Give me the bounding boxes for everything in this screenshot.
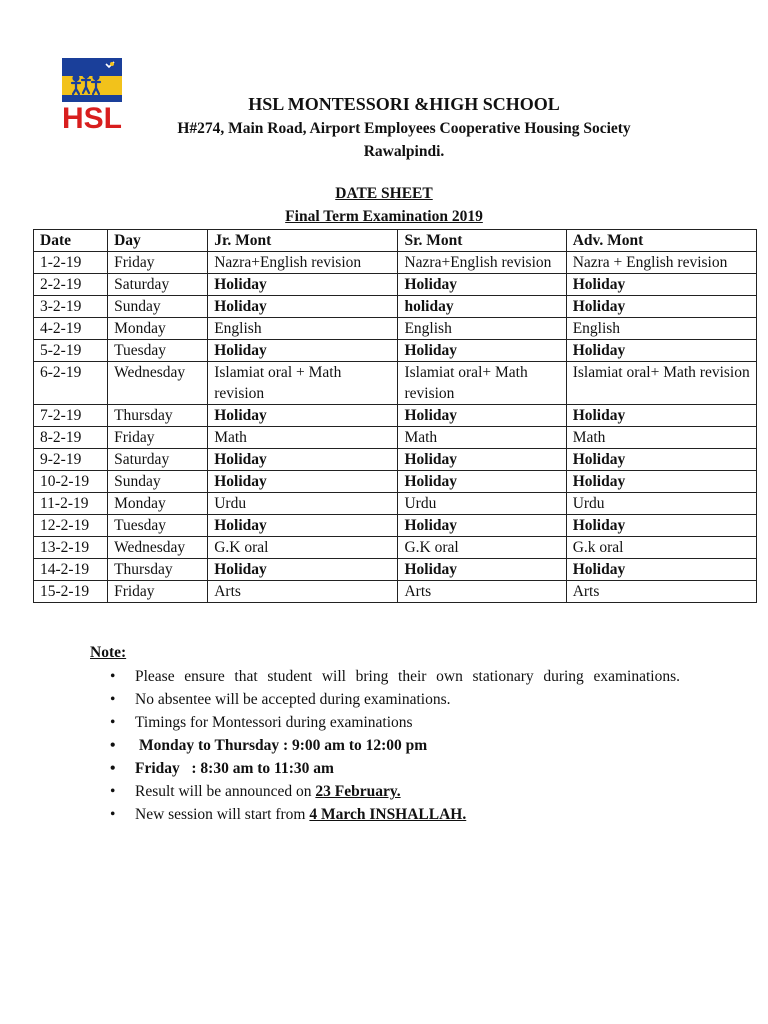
date-cell: 11-2-19 bbox=[34, 493, 108, 515]
adv-mont-cell: Urdu bbox=[566, 493, 756, 515]
note-text: Result will be announced on bbox=[135, 783, 316, 800]
day-cell: Thursday bbox=[108, 405, 208, 427]
adv-mont-cell: Holiday bbox=[566, 405, 756, 427]
adv-mont-cell: Holiday bbox=[566, 274, 756, 296]
sr-mont-cell: Holiday bbox=[398, 274, 566, 296]
logo-text: HSL bbox=[62, 102, 122, 135]
adv-mont-cell: Nazra + English revision bbox=[566, 252, 756, 274]
table-row bbox=[34, 427, 757, 449]
sr-mont-cell: English bbox=[398, 318, 566, 340]
table-row bbox=[34, 318, 757, 340]
column-header-date: Date bbox=[34, 230, 108, 252]
table-row bbox=[34, 274, 757, 296]
note-item: • Please ensure that student will bring their own stationary during examinations. bbox=[90, 666, 680, 688]
document-title: DATE SHEET bbox=[335, 185, 433, 202]
jr-mont-cell: Holiday bbox=[208, 515, 398, 537]
note-text: New session will start from bbox=[135, 806, 310, 823]
table-row bbox=[34, 405, 757, 427]
day-cell: Wednesday bbox=[108, 537, 208, 559]
jr-mont-cell: Math bbox=[208, 427, 398, 449]
notes-list bbox=[90, 666, 680, 827]
jr-mont-cell: G.K oral bbox=[208, 537, 398, 559]
day-cell: Thursday bbox=[108, 559, 208, 581]
sr-mont-cell: Urdu bbox=[398, 493, 566, 515]
table-row bbox=[34, 296, 757, 318]
note-item bbox=[90, 804, 680, 826]
sr-mont-cell: Holiday bbox=[398, 559, 566, 581]
table-row bbox=[34, 515, 757, 537]
column-header-jr-mont: Jr. Mont bbox=[208, 230, 398, 252]
date-cell: 12-2-19 bbox=[34, 515, 108, 537]
date-cell: 10-2-19 bbox=[34, 471, 108, 493]
note-item: • No absentee will be accepted during examinations. bbox=[90, 689, 680, 711]
table-row bbox=[34, 362, 757, 405]
jr-mont-cell: Holiday bbox=[208, 340, 398, 362]
day-cell: Saturday bbox=[108, 274, 208, 296]
column-header-adv-mont: Adv. Mont bbox=[566, 230, 756, 252]
table-row bbox=[34, 471, 757, 493]
day-cell: Sunday bbox=[108, 296, 208, 318]
day-cell: Wednesday bbox=[108, 362, 208, 405]
sr-mont-cell: Holiday bbox=[398, 449, 566, 471]
day-cell: Monday bbox=[108, 318, 208, 340]
day-cell: Monday bbox=[108, 493, 208, 515]
day-cell: Saturday bbox=[108, 449, 208, 471]
jr-mont-cell: Holiday bbox=[208, 296, 398, 318]
jr-mont-cell: Islamiat oral + Math revision bbox=[208, 362, 398, 405]
date-cell: 14-2-19 bbox=[34, 559, 108, 581]
jr-mont-cell: Holiday bbox=[208, 449, 398, 471]
note-item bbox=[90, 781, 680, 803]
date-cell: 3-2-19 bbox=[34, 296, 108, 318]
day-cell: Friday bbox=[108, 581, 208, 603]
date-cell: 9-2-19 bbox=[34, 449, 108, 471]
note-heading: Note: bbox=[90, 644, 127, 661]
document-subtitle: Final Term Examination 2019 bbox=[285, 208, 483, 225]
jr-mont-cell: Holiday bbox=[208, 559, 398, 581]
table-row bbox=[34, 493, 757, 515]
column-header-day: Day bbox=[108, 230, 208, 252]
adv-mont-cell: Holiday bbox=[566, 340, 756, 362]
note-item: • Timings for Montessori during examinations bbox=[90, 712, 680, 734]
note-item-timing bbox=[90, 758, 680, 780]
session-start-date: 4 March INSHALLAH. bbox=[309, 806, 467, 823]
adv-mont-cell: Islamiat oral+ Math revision bbox=[566, 362, 756, 405]
sr-mont-cell: Nazra+English revision bbox=[398, 252, 566, 274]
date-cell: 15-2-19 bbox=[34, 581, 108, 603]
table-row bbox=[34, 340, 757, 362]
school-name: HSL MONTESSORI &HIGH SCHOOL bbox=[248, 94, 560, 114]
sr-mont-cell: Islamiat oral+ Math revision bbox=[398, 362, 566, 405]
day-cell: Friday bbox=[108, 427, 208, 449]
table-header-row bbox=[34, 230, 757, 252]
table-row bbox=[34, 537, 757, 559]
sr-mont-cell: Holiday bbox=[398, 340, 566, 362]
date-cell: 4-2-19 bbox=[34, 318, 108, 340]
jr-mont-cell: Arts bbox=[208, 581, 398, 603]
jr-mont-cell: English bbox=[208, 318, 398, 340]
adv-mont-cell: Math bbox=[566, 427, 756, 449]
table-row bbox=[34, 581, 757, 603]
table-row bbox=[34, 559, 757, 581]
school-city: Rawalpindi. bbox=[363, 143, 445, 160]
school-address: H#274, Main Road, Airport Employees Cooperative Housing Society bbox=[177, 120, 631, 137]
adv-mont-cell: Holiday bbox=[566, 515, 756, 537]
jr-mont-cell: Holiday bbox=[208, 274, 398, 296]
sr-mont-cell: holiday bbox=[398, 296, 566, 318]
date-cell: 7-2-19 bbox=[34, 405, 108, 427]
result-date: 23 February. bbox=[315, 783, 401, 800]
day-cell: Friday bbox=[108, 252, 208, 274]
day-cell: Tuesday bbox=[108, 340, 208, 362]
date-cell: 8-2-19 bbox=[34, 427, 108, 449]
jr-mont-cell: Nazra+English revision bbox=[208, 252, 398, 274]
sr-mont-cell: Math bbox=[398, 427, 566, 449]
day-cell: Tuesday bbox=[108, 515, 208, 537]
date-cell: 13-2-19 bbox=[34, 537, 108, 559]
day-cell: Sunday bbox=[108, 471, 208, 493]
date-cell: 5-2-19 bbox=[34, 340, 108, 362]
note-item-timing: • Monday to Thursday : 9:00 am to 12:00 pm bbox=[90, 735, 680, 757]
jr-mont-cell: Holiday bbox=[208, 471, 398, 493]
sr-mont-cell: Arts bbox=[398, 581, 566, 603]
adv-mont-cell: Holiday bbox=[566, 471, 756, 493]
date-cell: 2-2-19 bbox=[34, 274, 108, 296]
sr-mont-cell: Holiday bbox=[398, 471, 566, 493]
date-cell: 6-2-19 bbox=[34, 362, 108, 405]
sr-mont-cell: Holiday bbox=[398, 515, 566, 537]
adv-mont-cell: G.k oral bbox=[566, 537, 756, 559]
jr-mont-cell: Urdu bbox=[208, 493, 398, 515]
note-text: Friday : 8:30 am to 11:30 am bbox=[135, 760, 334, 777]
adv-mont-cell: Holiday bbox=[566, 296, 756, 318]
adv-mont-cell: Holiday bbox=[566, 449, 756, 471]
sr-mont-cell: Holiday bbox=[398, 405, 566, 427]
sr-mont-cell: G.K oral bbox=[398, 537, 566, 559]
adv-mont-cell: Holiday bbox=[566, 559, 756, 581]
table-row bbox=[34, 252, 757, 274]
adv-mont-cell: English bbox=[566, 318, 756, 340]
date-sheet-table bbox=[33, 229, 757, 603]
table-row bbox=[34, 449, 757, 471]
date-cell: 1-2-19 bbox=[34, 252, 108, 274]
jr-mont-cell: Holiday bbox=[208, 405, 398, 427]
column-header-sr-mont: Sr. Mont bbox=[398, 230, 566, 252]
adv-mont-cell: Arts bbox=[566, 581, 756, 603]
